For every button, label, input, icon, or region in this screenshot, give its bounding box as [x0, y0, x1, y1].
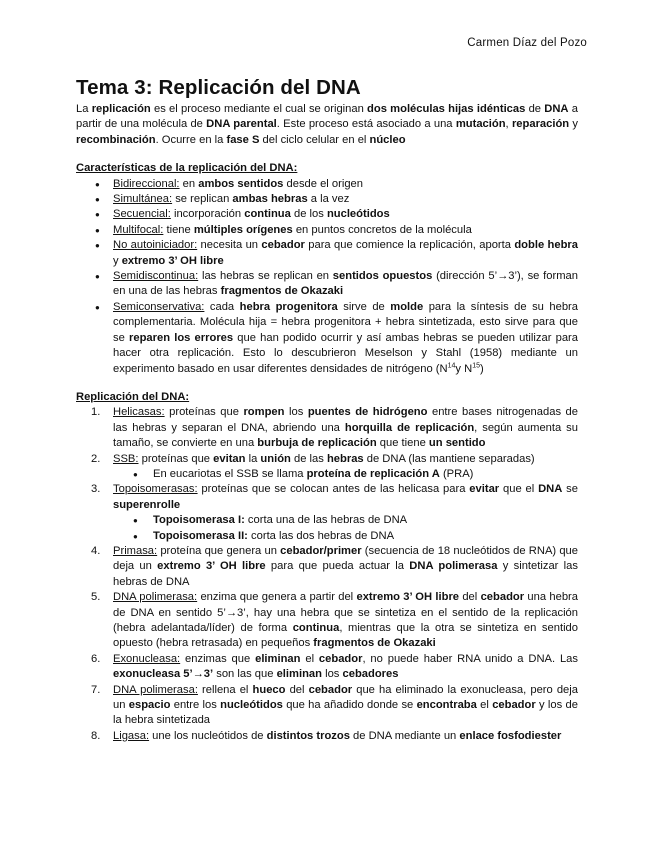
- bold-term: distintos trozos: [266, 729, 350, 742]
- bold-term: sentidos opuestos: [332, 270, 433, 283]
- bold-term: hebra progenitora: [239, 300, 338, 313]
- term-label: Secuencial:: [113, 208, 171, 221]
- bold-term: fragmentos de Okazaki: [220, 285, 344, 298]
- bold-term: ambas hebras: [232, 193, 308, 206]
- step-text: Primasa: proteína que genera un cebador/primer (secuencia de 18 nucleótidos de RNA) que deja un extremo 3’ OH libre para que pueda actuar la DNA polimerasa y sintetizar las hebras de DNA: [113, 544, 578, 588]
- bold-term: DNA: [538, 483, 563, 496]
- bold-term: doble hebra: [514, 239, 578, 252]
- bold-term: exonucleasa 5’→3’: [113, 668, 214, 681]
- term-label: DNA polimerasa:: [113, 591, 198, 604]
- term-label: Primasa:: [113, 544, 158, 557]
- bold-term: reparen los errores: [129, 331, 234, 344]
- replication-step: [76, 452, 578, 483]
- term-label: Topoisomerasas:: [113, 483, 198, 496]
- step-number: 2.: [91, 452, 101, 465]
- characteristics-heading: Características de la replicación del DNA:: [76, 162, 298, 175]
- bold-term: extremo 3’ OH libre: [356, 591, 460, 604]
- step-text: DNA polimerasa: rellena el hueco del cebador que ha eliminado la exonucleasa, pero deja un espacio entre los nucleótidos que ha añadido donde se encontraba el cebador y los de la hebra sintetizada: [113, 683, 578, 727]
- term-label: Helicasas:: [113, 406, 165, 419]
- replication-step: [76, 590, 578, 652]
- term-label: No autoiniciador:: [113, 239, 198, 252]
- step-number: 7.: [91, 683, 101, 696]
- bold-term: eliminan: [276, 668, 322, 681]
- bold-term: extremo 3’ OH libre: [157, 560, 266, 573]
- step-number: 4.: [91, 544, 101, 557]
- bold-term: enlace fosfodiester: [459, 729, 562, 742]
- bold-term: reparación: [511, 118, 570, 131]
- characteristic-item: ● No autoiniciador: necesita un cebador para que comience la replicación, aporta doble hebra y extremo 3’ OH libre: [76, 238, 578, 269]
- superscript: 14: [447, 361, 456, 369]
- step-subitem: ● En eucariotas el SSB se llama proteína de replicación A (PRA): [113, 467, 578, 482]
- step-text: Topoisomerasas: proteínas que se colocan antes de las helicasa para evitar que el DNA se superenrolle: [113, 483, 578, 511]
- step-text: DNA polimerasa: enzima que genera a partir del extremo 3’ OH libre del cebador una hebra de DNA en sentido 5’→3’, hay una hebra que se sintetiza en el sentido de la replicación (hebra adelantada/líder) de forma continua, mientras que la otra se sintetiza en sentido opuesto (hebra retrasada) en pequeños fragmentos de Okazaki: [113, 591, 579, 650]
- bold-term: DNA parental: [206, 118, 277, 131]
- bold-term: cebador: [308, 683, 353, 696]
- bold-term: burbuja de replicación: [257, 437, 377, 450]
- replication-step: [76, 683, 578, 729]
- bold-term: cebador/primer: [280, 544, 362, 557]
- bold-term: unión: [260, 452, 291, 465]
- bold-term: continua: [292, 622, 340, 634]
- bold-term: Topoisomerasa I:: [153, 514, 245, 527]
- bold-term: espacio: [128, 699, 171, 712]
- intro-paragraph: La replicación es el proceso mediante el cual se originan dos moléculas hijas idénticas de DNA a partir de una molécula de DNA parental. Este proceso está asociado a una mutación, reparación y recombinación. Ocurre en la fase S del ciclo celular en el núcleo: [76, 103, 579, 146]
- bold-term: ambos sentidos: [198, 177, 284, 190]
- bold-term: puentes de hidrógeno: [307, 406, 428, 419]
- bold-term: molde: [390, 300, 424, 313]
- characteristic-item: ● Semidiscontinua: las hebras se replican en sentidos opuestos (dirección 5’→3’), se forman en una de las hebras fragmentos de Okazaki: [76, 269, 578, 300]
- bold-term: Topoisomerasa II:: [153, 529, 248, 542]
- bold-term: cebador: [318, 652, 363, 665]
- term-label: Semidiscontinua:: [113, 270, 199, 283]
- bold-term: extremo 3’ OH libre: [121, 254, 224, 267]
- step-number: 6.: [91, 652, 101, 665]
- bold-term: fragmentos de Okazaki: [313, 637, 436, 650]
- bold-term: replicación: [91, 103, 151, 115]
- page-title: Tema 3: Replicación del DNA: [76, 76, 361, 99]
- replication-section: [76, 390, 578, 744]
- replication-step: [76, 482, 578, 544]
- bold-term: hueco: [252, 683, 286, 696]
- bold-term: proteína de replicación A: [306, 467, 440, 480]
- step-sublist: [113, 513, 578, 544]
- document-body: [76, 102, 578, 744]
- term-label: DNA polimerasa:: [113, 683, 198, 696]
- bold-term: continua: [244, 208, 291, 221]
- bold-term: evitan: [213, 452, 246, 465]
- characteristics-list: [76, 177, 578, 377]
- bold-term: nucleótidos: [220, 699, 283, 712]
- replication-step: [76, 405, 578, 451]
- bold-term: cebadores: [342, 668, 399, 681]
- bold-term: rompen: [243, 406, 285, 419]
- bold-term: evitar: [469, 483, 500, 496]
- bold-term: cebador: [492, 699, 536, 712]
- step-text: SSB: proteínas que evitan la unión de las hebras de DNA (las mantiene separadas): [113, 452, 535, 465]
- bold-term: mutación: [455, 118, 506, 131]
- step-number: 5.: [91, 591, 101, 604]
- characteristic-item: ● Secuencial: incorporación continua de los nucleótidos: [76, 207, 578, 222]
- step-text: Ligasa: une los nucleótidos de distintos trozos de DNA mediante un enlace fosfodiester: [113, 729, 562, 742]
- characteristic-item: ● Bidireccional: en ambos sentidos desde el origen: [76, 177, 578, 192]
- bold-term: núcleo: [369, 133, 406, 146]
- bold-term: DNA: [544, 103, 569, 115]
- characteristics-section: [76, 161, 578, 377]
- term-label: SSB:: [113, 452, 139, 465]
- step-subitem: ● Topoisomerasa II: corta las dos hebras de DNA: [113, 529, 578, 544]
- bold-term: cebador: [261, 239, 305, 252]
- term-label: Simultánea:: [113, 193, 173, 206]
- bold-term: nucleótidos: [326, 208, 390, 221]
- step-number: 8.: [91, 729, 101, 742]
- bold-term: múltiples orígenes: [193, 223, 293, 236]
- term-label: Multifocal:: [113, 223, 164, 236]
- term-label: Semiconservativa:: [113, 300, 205, 313]
- superscript: 15: [472, 361, 480, 369]
- bold-term: recombinación: [76, 133, 156, 146]
- step-number: 3.: [91, 483, 101, 496]
- step-subitem: ● Topoisomerasa I: corta una de las hebras de DNA: [113, 513, 578, 528]
- term-label: Ligasa:: [113, 729, 150, 742]
- bold-term: encontraba: [416, 699, 477, 712]
- replication-heading: Replicación del DNA:: [76, 390, 190, 403]
- term-label: Bidireccional:: [113, 177, 180, 190]
- characteristic-item: ● Multifocal: tiene múltiples orígenes en puntos concretos de la molécula: [76, 223, 578, 238]
- characteristic-item: ● Semiconservativa: cada hebra progenitora sirve de molde para la síntesis de su hebra complementaria. Molécula hija = hebra progenitora + hebra sintetizada, esto sirve para que se reparen los errores que han podido ocurrir y así ambas hebras se pueden utilizar para hacer otra replicación. Esto lo descubrieron Meselson y Stahl (1958) mediante un experimento basado en usar diferentes densidades de nitrógeno ($N^{14}y$ $N^{15}$): [76, 300, 578, 377]
- bold-term: superenrolle: [113, 498, 181, 511]
- bold-term: cebador: [480, 591, 525, 604]
- characteristic-item: ● Simultánea: se replican ambas hebras a la vez: [76, 192, 578, 207]
- replication-step: [76, 544, 578, 590]
- step-text: Exonucleasa: enzimas que eliminan el cebador, no puede haber RNA unido a DNA. Las exonucleasa 5’→3’ son las que eliminan los cebadores: [113, 652, 578, 681]
- step-number: 1.: [91, 406, 101, 419]
- replication-step: [76, 729, 578, 744]
- term-label: Exonucleasa:: [113, 652, 181, 665]
- step-text: Helicasas: proteínas que rompen los puentes de hidrógeno entre bases nitrogenadas de las hebras y separan el DNA, abriendo una horquilla de replicación, según aumenta su tamaño, se convierte en una burbuja de replicación que tiene un sentido: [113, 406, 578, 450]
- bold-term: DNA polimerasa: [409, 560, 498, 573]
- bold-term: horquilla de replicación: [344, 421, 475, 434]
- step-sublist: [113, 467, 578, 482]
- replication-list: [76, 405, 578, 744]
- bold-term: fase S: [226, 133, 260, 146]
- bold-term: dos moléculas hijas idénticas: [367, 103, 526, 115]
- bold-term: eliminan: [255, 652, 301, 665]
- replication-step: [76, 652, 578, 683]
- author-name: Carmen Díaz del Pozo: [467, 37, 587, 49]
- bold-term: un sentido: [428, 437, 486, 450]
- bold-term: hebras: [326, 452, 364, 465]
